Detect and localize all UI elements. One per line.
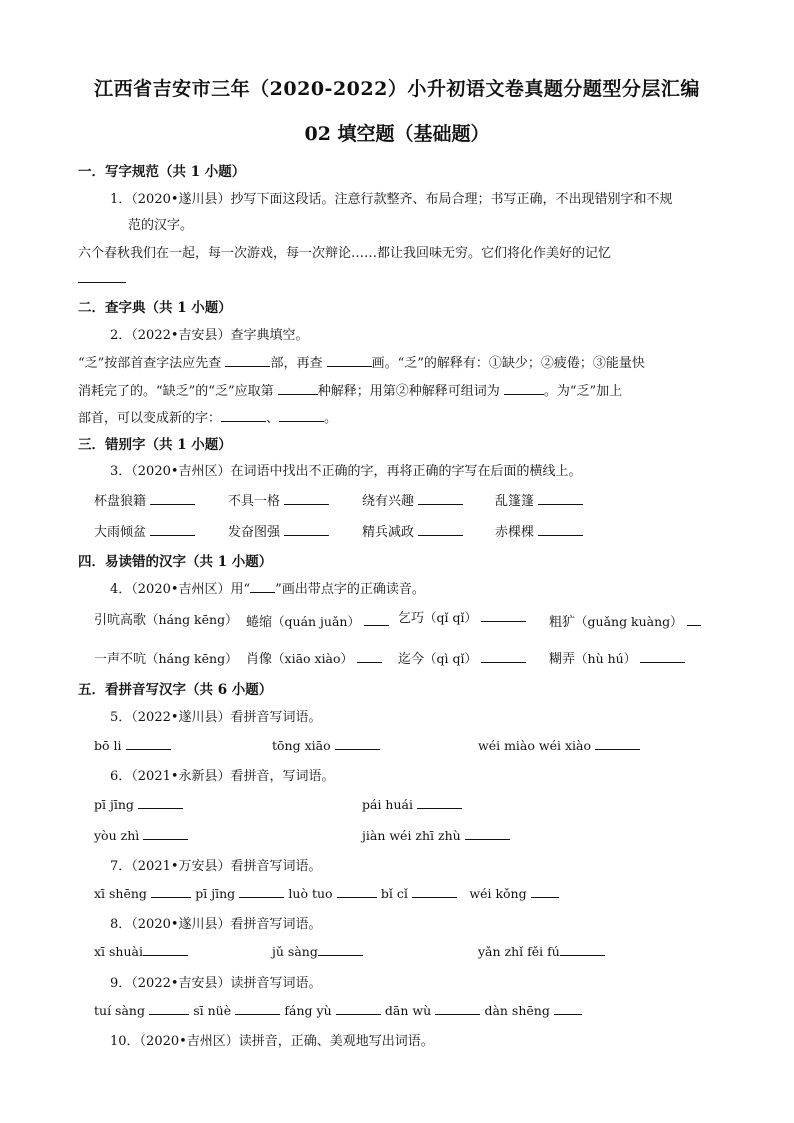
title-line-2: 02 填空题（基础题） bbox=[304, 123, 490, 145]
answer-blank[interactable] bbox=[327, 353, 372, 367]
word: 一声不吭 bbox=[94, 652, 147, 667]
answer-blank[interactable] bbox=[364, 612, 389, 626]
pinyin-options[interactable]: （qì qǐ） bbox=[424, 651, 477, 666]
pinyin: dān wù bbox=[384, 1003, 432, 1018]
word-item bbox=[94, 490, 195, 509]
pinyin: bō li bbox=[94, 738, 122, 753]
pinyin-item bbox=[362, 826, 510, 844]
answer-blank[interactable] bbox=[481, 649, 526, 663]
question-5-text: 5．（2022•遂川县）看拼音写词语。 bbox=[110, 710, 322, 725]
text: 部，再查 bbox=[270, 356, 323, 371]
pinyin-options[interactable]: （guǎng kuàng） bbox=[575, 614, 683, 629]
answer-blank[interactable] bbox=[279, 408, 324, 422]
section-1-heading: 一．写字规范（共 1 小题） bbox=[78, 164, 246, 180]
word: 杯盘狼籍 bbox=[94, 494, 147, 509]
section-2-heading: 二．查字典（共 1 小题） bbox=[78, 300, 232, 316]
question-3-text: 3．（2020•吉州区）在词语中找出不正确的字，再将正确的字写在后面的横线上。 bbox=[110, 464, 582, 479]
answer-blank[interactable] bbox=[418, 491, 463, 505]
pinyin: fáng yù bbox=[284, 1003, 332, 1018]
answer-blank[interactable] bbox=[318, 942, 363, 956]
question-2-line-2 bbox=[78, 380, 622, 399]
word: 大雨倾盆 bbox=[94, 525, 147, 540]
answer-blank[interactable] bbox=[640, 649, 685, 663]
reading-item bbox=[549, 648, 685, 667]
reading-item bbox=[549, 611, 701, 630]
pinyin-options[interactable]: （xiāo xiào） bbox=[272, 651, 354, 666]
pinyin: tōng xiāo bbox=[272, 738, 331, 753]
pinyin: yǎn zhǐ fěi fú bbox=[478, 944, 560, 959]
pinyin: dàn shēng bbox=[484, 1003, 550, 1018]
question-1-passage: 六个春秋我们在一起，每一次游戏，每一次辩论……都让我回味无穷。它们将化作美好的记忆 bbox=[78, 246, 612, 261]
answer-blank[interactable] bbox=[221, 408, 266, 422]
question-8-text: 8．（2020•遂川县）看拼音写词语。 bbox=[110, 917, 322, 932]
question-2-text: 2．（2022•吉安县）查字典填空。 bbox=[110, 328, 309, 343]
answer-blank[interactable] bbox=[357, 649, 382, 663]
answer-blank[interactable] bbox=[481, 608, 526, 622]
pinyin-options[interactable]: （quán juǎn） bbox=[272, 614, 360, 629]
text: 画。“乏”的解释有：①缺少；②疲倦；③能量快 bbox=[371, 356, 645, 371]
pinyin-item bbox=[362, 795, 462, 813]
pinyin: pī jīng bbox=[195, 886, 236, 901]
word: 迄今 bbox=[398, 652, 425, 667]
pinyin: yòu zhì bbox=[94, 828, 140, 843]
pinyin: wéi kǒng bbox=[469, 886, 527, 901]
answer-blank[interactable] bbox=[560, 942, 605, 956]
answer-blank[interactable] bbox=[554, 1001, 582, 1015]
word: 蜷缩 bbox=[246, 615, 273, 630]
answer-blank[interactable] bbox=[235, 1001, 280, 1015]
pinyin-item bbox=[478, 942, 605, 960]
answer-blank[interactable] bbox=[225, 353, 270, 367]
text: 、 bbox=[266, 411, 280, 426]
answer-blank[interactable] bbox=[465, 826, 510, 840]
question-2-line-1 bbox=[78, 352, 645, 371]
reading-item bbox=[246, 611, 389, 630]
answer-blank[interactable] bbox=[687, 612, 701, 626]
question-2-line-3 bbox=[78, 407, 337, 426]
pinyin: xī shuài bbox=[94, 944, 143, 959]
pinyin: sī nüè bbox=[193, 1003, 232, 1018]
answer-blank[interactable] bbox=[284, 522, 329, 536]
section-5-heading: 五．看拼音写汉字（共 6 小题） bbox=[78, 682, 273, 698]
word: 精兵减政 bbox=[362, 525, 415, 540]
pinyin-item bbox=[272, 736, 380, 754]
title-line-1: 江西省吉安市三年（2020-2022）小升初语文卷真题分题型分层汇编 bbox=[94, 78, 700, 100]
answer-blank[interactable] bbox=[126, 736, 171, 750]
reading-item bbox=[398, 648, 526, 667]
question-6-text: 6．（2021•永新县）看拼音，写词语。 bbox=[110, 769, 335, 784]
word: 肖像 bbox=[246, 652, 273, 667]
text: 。为“乏”加上 bbox=[543, 384, 623, 399]
answer-blank[interactable] bbox=[239, 884, 284, 898]
question-4-text bbox=[110, 578, 425, 597]
question-1-text: 1．（2020•遂川县）抄写下面这段话。注意行款整齐、布局合理；书写正确，不出现错别字和不规 bbox=[110, 192, 673, 207]
pinyin-options[interactable]: （háng kēng） bbox=[146, 612, 238, 627]
answer-blank[interactable] bbox=[538, 522, 583, 536]
answer-blank[interactable] bbox=[78, 268, 126, 283]
word-item bbox=[228, 490, 329, 509]
pinyin: pī jīng bbox=[94, 797, 134, 812]
question-7-row bbox=[94, 884, 559, 902]
word: 赤棵棵 bbox=[495, 525, 535, 540]
reading-item bbox=[94, 648, 238, 667]
pinyin-options[interactable]: （qǐ qǐ） bbox=[424, 610, 477, 625]
answer-blank[interactable] bbox=[284, 491, 329, 505]
pinyin-item bbox=[272, 942, 363, 960]
text: 消耗完了的。“缺乏”的“乏”应取第 bbox=[78, 384, 274, 399]
question-9-row bbox=[94, 1001, 582, 1019]
answer-blank[interactable] bbox=[538, 491, 583, 505]
answer-blank[interactable] bbox=[278, 381, 318, 395]
word: 乞巧 bbox=[398, 611, 425, 626]
text: 种解释；用第②种解释可组词为 bbox=[317, 384, 500, 399]
reading-item bbox=[94, 609, 238, 628]
word-item bbox=[495, 490, 583, 509]
text: ”画出带点字的正确读音。 bbox=[275, 582, 425, 597]
word: 发奋图强 bbox=[228, 525, 281, 540]
answer-blank[interactable] bbox=[143, 826, 188, 840]
question-1-text-cont: 范的汉字。 bbox=[128, 218, 194, 233]
pinyin: bǐ cǐ bbox=[380, 886, 408, 901]
word-item bbox=[495, 521, 583, 540]
answer-blank[interactable] bbox=[595, 736, 640, 750]
reading-item bbox=[398, 607, 526, 626]
question-10-text: 10．（2020•吉州区）读拼音，正确、美观地写出词语。 bbox=[110, 1034, 434, 1049]
answer-blank[interactable] bbox=[149, 1001, 189, 1015]
pinyin-options[interactable]: （hù hú） bbox=[575, 651, 637, 666]
pinyin-item bbox=[94, 736, 171, 754]
answer-blank[interactable] bbox=[150, 522, 195, 536]
pinyin: jǔ sàng bbox=[272, 944, 318, 959]
text: “乏”按部首查字法应先查 bbox=[78, 356, 222, 371]
section-3-heading: 三．错别字（共 1 小题） bbox=[78, 437, 232, 453]
word: 引吭高歌 bbox=[94, 613, 147, 628]
pinyin: wéi miào wéi xiào bbox=[478, 738, 591, 753]
word: 糊弄 bbox=[549, 652, 576, 667]
answer-blank[interactable] bbox=[412, 884, 457, 898]
pinyin: tuí sàng bbox=[94, 1003, 145, 1018]
pinyin: pái huái bbox=[362, 797, 413, 812]
word-item bbox=[362, 521, 463, 540]
word: 乱篷篷 bbox=[495, 494, 535, 509]
answer-blank[interactable] bbox=[337, 884, 377, 898]
text: 4．（2020•吉州区）用“ bbox=[110, 582, 251, 597]
underline-sample bbox=[250, 579, 275, 593]
answer-blank[interactable] bbox=[417, 795, 462, 809]
pinyin: luò tuo bbox=[288, 886, 333, 901]
word: 绕有兴趣 bbox=[362, 494, 415, 509]
word-item bbox=[228, 521, 329, 540]
answer-blank[interactable] bbox=[151, 884, 191, 898]
pinyin: jiàn wéi zhī zhù bbox=[362, 828, 461, 843]
word-item bbox=[362, 490, 463, 509]
pinyin-item bbox=[94, 826, 188, 844]
answer-blank[interactable] bbox=[504, 381, 544, 395]
pinyin: xī shēng bbox=[94, 886, 147, 901]
word: 不具一格 bbox=[228, 494, 281, 509]
pinyin-item bbox=[94, 942, 188, 960]
text: 。 bbox=[324, 411, 338, 426]
reading-item bbox=[246, 648, 382, 667]
section-4-heading: 四．易读错的汉字（共 1 小题） bbox=[78, 554, 273, 570]
answer-blank[interactable] bbox=[531, 884, 559, 898]
answer-blank[interactable] bbox=[138, 795, 183, 809]
answer-blank[interactable] bbox=[143, 942, 188, 956]
question-7-text: 7．（2021•万安县）看拼音写词语。 bbox=[110, 859, 322, 874]
text: 部首，可以变成新的字： bbox=[78, 411, 222, 426]
answer-blank[interactable] bbox=[335, 736, 380, 750]
pinyin-options[interactable]: （háng kēng） bbox=[146, 651, 238, 666]
answer-blank[interactable] bbox=[336, 1001, 381, 1015]
answer-blank[interactable] bbox=[150, 491, 195, 505]
word-item bbox=[94, 521, 195, 540]
answer-blank[interactable] bbox=[418, 522, 463, 536]
pinyin-item bbox=[94, 795, 183, 813]
question-9-text: 9．（2022•吉安县）读拼音写词语。 bbox=[110, 976, 322, 991]
pinyin-item bbox=[478, 736, 640, 754]
answer-blank[interactable] bbox=[435, 1001, 480, 1015]
word: 粗犷 bbox=[549, 615, 576, 630]
